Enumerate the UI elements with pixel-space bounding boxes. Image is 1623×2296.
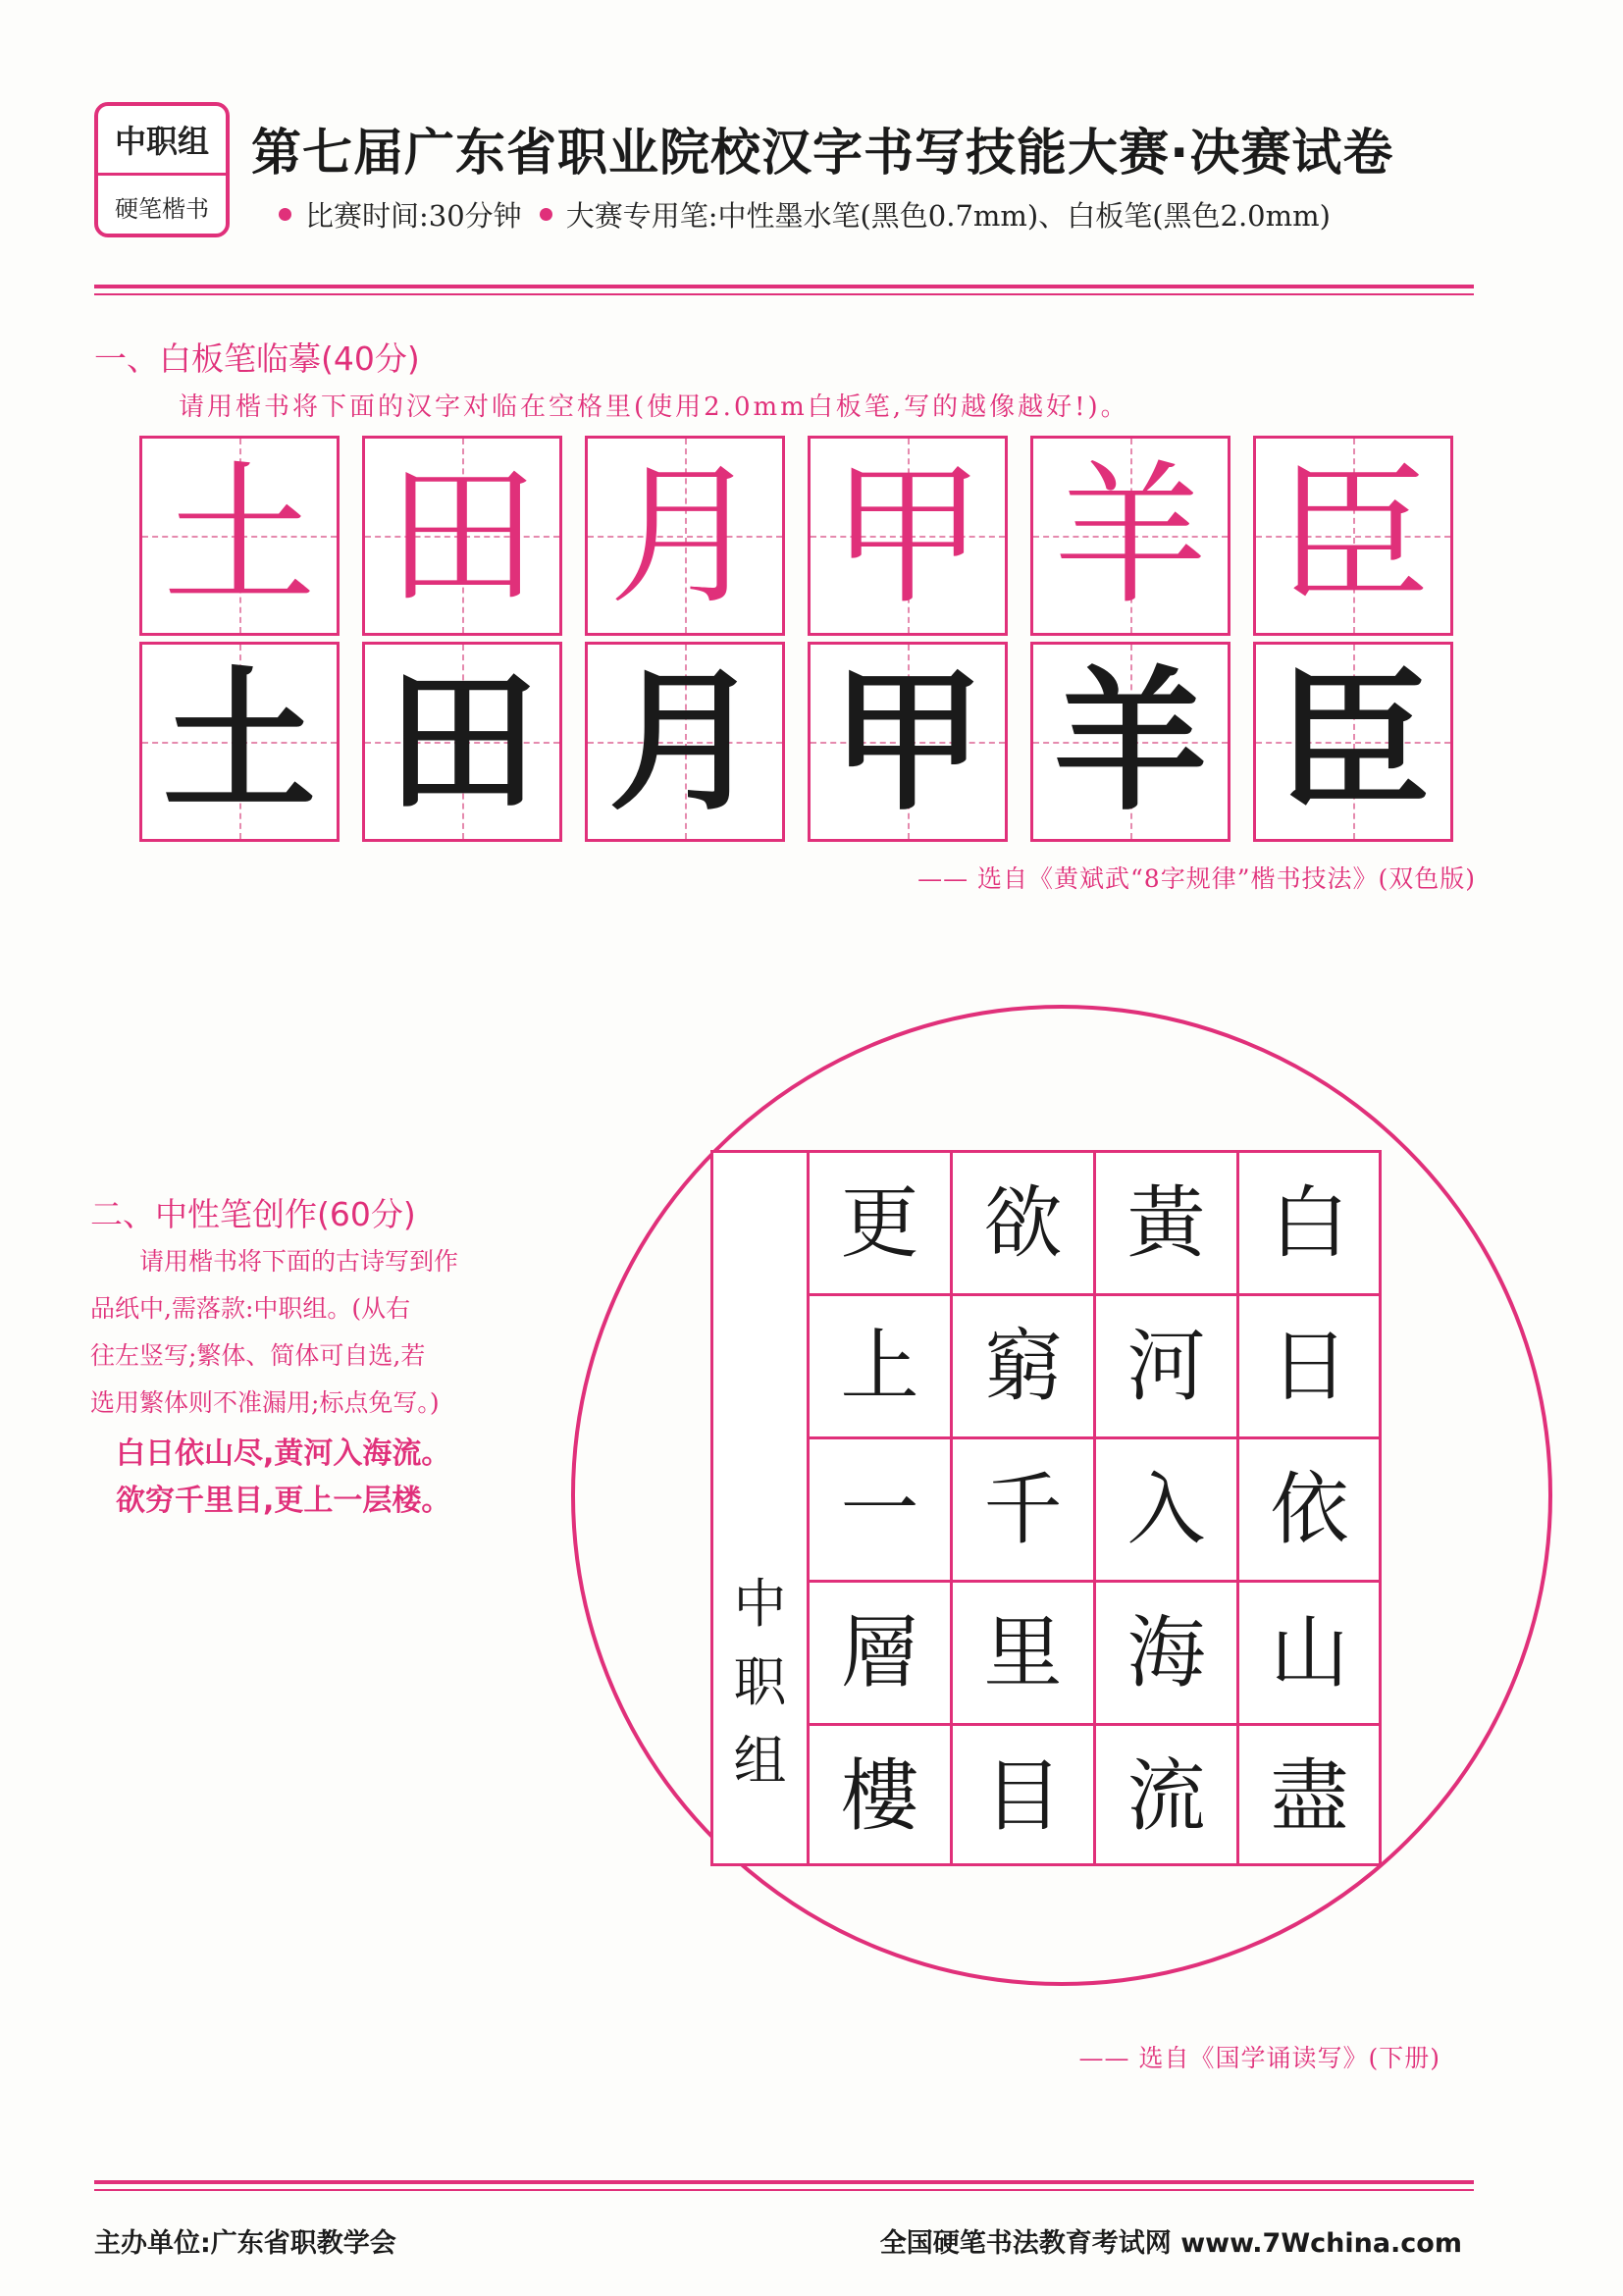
section2-title: 二、中性笔创作(60分)	[90, 1195, 416, 1233]
character: 羊	[1054, 652, 1207, 831]
poem-char-cell: 窮	[950, 1293, 1093, 1436]
poem-char-cell: 黃	[1093, 1150, 1236, 1293]
instruction-line: 选用繁体则不准漏用;标点免写。)	[90, 1388, 440, 1417]
bullet-icon	[279, 208, 291, 221]
character: 甲	[831, 652, 984, 831]
model-char-cell	[1030, 436, 1230, 636]
poem-char-cell: 千	[950, 1436, 1093, 1580]
instruction-line: 往左竖写;繁体、简体可自选,若	[90, 1341, 426, 1370]
signature-column	[713, 1153, 810, 1863]
poem-char-cell: 里	[950, 1580, 1093, 1723]
character: 羊	[1054, 446, 1207, 625]
copy-char-cell	[139, 642, 340, 842]
copy-char-cell	[585, 642, 785, 842]
instruction-line: 品纸中,需落款:中职组。(从右	[90, 1294, 411, 1323]
poem-char-cell: 海	[1093, 1580, 1236, 1723]
poem-char-cell: 日	[1236, 1293, 1380, 1436]
poem-char-cell: 一	[807, 1436, 950, 1580]
character: 月	[608, 652, 761, 831]
section1-source: —— 选自《黄斌武“8字规律”楷书技法》(双色版)	[917, 864, 1476, 893]
instruction-line: 请用楷书将下面的古诗写到作	[139, 1247, 459, 1276]
poem-char-cell: 更	[807, 1150, 950, 1293]
poem-line: 白日依山尽,黄河入海流。	[116, 1436, 451, 1471]
header-divider-thin	[94, 293, 1474, 295]
organizer: 主办单位:广东省职教学会	[94, 2228, 396, 2259]
character: 月	[608, 446, 761, 625]
website: 全国硬笔书法教育考试网 www.7Wchina.com	[879, 2228, 1462, 2259]
character: 土	[163, 652, 316, 831]
badge-group-label: 中职组	[98, 106, 226, 176]
copy-char-cell	[1030, 642, 1230, 842]
signature-char: 中	[733, 1573, 787, 1635]
model-char-cell	[362, 436, 562, 636]
signature-char: 职	[733, 1651, 787, 1713]
badge-category-label: 硬笔楷书	[115, 194, 209, 223]
poem-char-cell: 流	[1093, 1723, 1236, 1866]
poem-char-cell: 樓	[807, 1723, 950, 1866]
model-char-cell	[808, 436, 1008, 636]
copy-char-cell	[362, 642, 562, 842]
bullet-icon	[540, 208, 552, 221]
section2-instructions	[90, 1238, 512, 1427]
poem-char-cell: 河	[1093, 1293, 1236, 1436]
poem-char-cell: 目	[950, 1723, 1093, 1866]
model-char-cell	[585, 436, 785, 636]
page-title: 第七届广东省职业院校汉字书写技能大赛·决赛试卷	[251, 125, 1394, 183]
exam-info	[279, 194, 1331, 235]
poem-char-cell: 山	[1236, 1580, 1380, 1723]
copy-char-cell	[808, 642, 1008, 842]
section1-title: 一、白板笔临摹(40分)	[94, 339, 420, 378]
poem-char-cell: 依	[1236, 1436, 1380, 1580]
section1-instructions: 请用楷书将下面的汉字对临在空格里(使用2.0mm白板笔,写的越像越好!)。	[179, 392, 1129, 422]
poem-line: 欲穷千里目,更上一层楼。	[116, 1484, 451, 1518]
poem-char-cell: 入	[1093, 1436, 1236, 1580]
character: 土	[163, 446, 316, 625]
calligraphy-grid	[710, 1150, 1382, 1866]
footer-divider-thin	[94, 2189, 1474, 2191]
model-char-cell	[1253, 436, 1453, 636]
footer-divider	[94, 2180, 1474, 2184]
character: 甲	[831, 446, 984, 625]
group-badge	[94, 102, 230, 237]
exam-pens: 大赛专用笔:中性墨水笔(黑色0.7mm)、白板笔(黑色2.0mm)	[565, 199, 1331, 233]
poem-char-cell: 盡	[1236, 1723, 1380, 1866]
header-divider	[94, 285, 1474, 288]
character: 臣	[1277, 446, 1430, 625]
section2-source: —— 选自《国学诵读写》(下册)	[1078, 2044, 1440, 2072]
copy-char-cell	[1253, 642, 1453, 842]
exam-time: 比赛时间:30分钟	[305, 199, 522, 233]
poem-char-cell: 欲	[950, 1150, 1093, 1293]
signature-char: 组	[733, 1730, 787, 1792]
character: 田	[386, 446, 539, 625]
poem-char-cell: 層	[807, 1580, 950, 1723]
character: 田	[386, 652, 539, 831]
poem-char-cell: 上	[807, 1293, 950, 1436]
poem-char-cell: 白	[1236, 1150, 1380, 1293]
model-char-cell	[139, 436, 340, 636]
character: 臣	[1277, 652, 1430, 831]
signature	[713, 1565, 807, 1800]
